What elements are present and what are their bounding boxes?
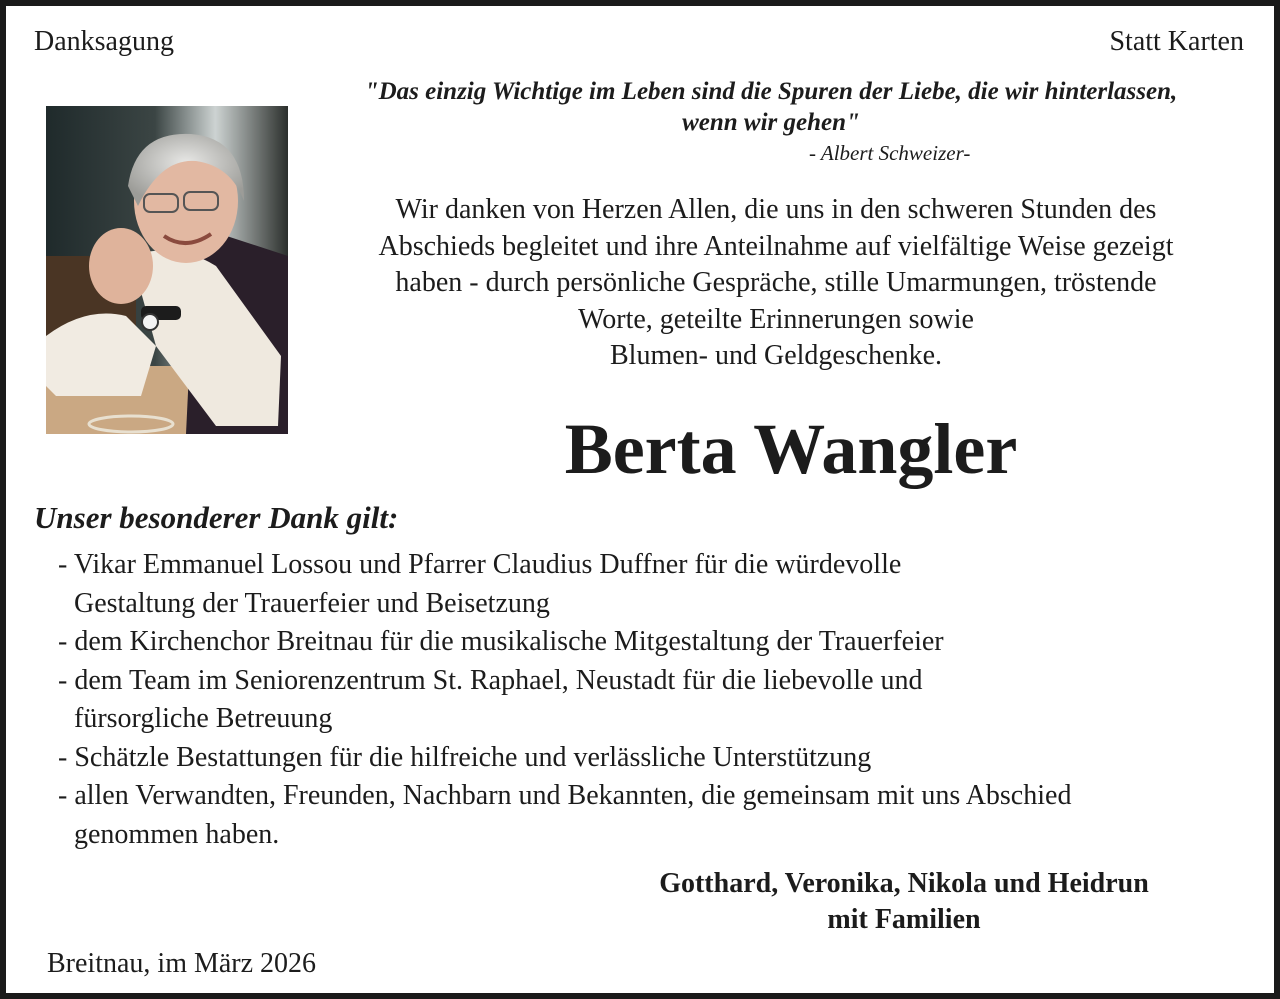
- place-date: Breitnau, im März 2026: [47, 948, 317, 979]
- quote-author: - Albert Schweizer-: [809, 141, 971, 165]
- list-item: [58, 662, 1071, 739]
- signature-line-1: Gotthard, Veronika, Nikola und Heidrun: [659, 868, 1149, 899]
- intro-line-1: Wir danken von Herzen Allen, die uns in den schweren Stunden des: [395, 194, 1157, 225]
- thanks-heading: Unser besonderer Dank gilt:: [34, 500, 399, 535]
- intro-line-4: Worte, geteilte Erinnerungen sowie: [578, 303, 974, 335]
- list-item: [58, 739, 1071, 778]
- intro-line-3: haben - durch persönliche Gespräche, stille Umarmungen, tröstende: [395, 267, 1157, 298]
- quote-line-2: wenn wir gehen": [682, 109, 860, 136]
- list-item-line: fürsorgliche Betreuung: [74, 703, 333, 734]
- signature: [604, 866, 1204, 938]
- intro-text: [306, 192, 1246, 375]
- header-right: Statt Karten: [1109, 26, 1244, 57]
- list-item-line: - Schätzle Bestattungen für die hilfreiche und verlässliche Unterstützung: [58, 741, 872, 773]
- quote-line-1: "Das einzig Wichtige im Leben sind die Spuren der Liebe, die wir hinterlassen,: [364, 78, 1178, 105]
- portrait-photo-icon: [46, 106, 288, 434]
- list-item-line: - allen Verwandten, Freunden, Nachbarn und Bekannten, die gemeinsam mit uns Abschied: [58, 780, 1072, 811]
- list-item-line: - Vikar Emmanuel Lossou und Pfarrer Claudius Duffner für die würdevolle: [58, 549, 902, 580]
- intro-line-5: Blumen- und Geldgeschenke.: [609, 340, 943, 371]
- list-item: [58, 546, 1071, 623]
- thanks-list: [58, 546, 1071, 854]
- intro-line-2: Abschieds begleitet und ihre Anteilnahme auf vielfältige Weise gezeigt: [378, 230, 1174, 262]
- list-item: [58, 623, 1071, 662]
- list-item-line: Gestaltung der Trauerfeier und Beisetzung: [74, 587, 550, 619]
- list-item: [58, 777, 1071, 854]
- deceased-name: Berta Wangler: [564, 409, 1018, 489]
- quote: [306, 76, 1236, 138]
- header-left: Danksagung: [34, 26, 174, 57]
- list-item-line: - dem Kirchenchor Breitnau für die musikalische Mitgestaltung der Trauerfeier: [58, 626, 944, 657]
- portrait-photo: [46, 106, 288, 434]
- list-item-line: genommen haben.: [74, 818, 280, 850]
- list-item-line: - dem Team im Seniorenzentrum St. Raphael, Neustadt für die liebevolle und: [58, 664, 923, 696]
- signature-line-2: mit Familien: [827, 904, 981, 935]
